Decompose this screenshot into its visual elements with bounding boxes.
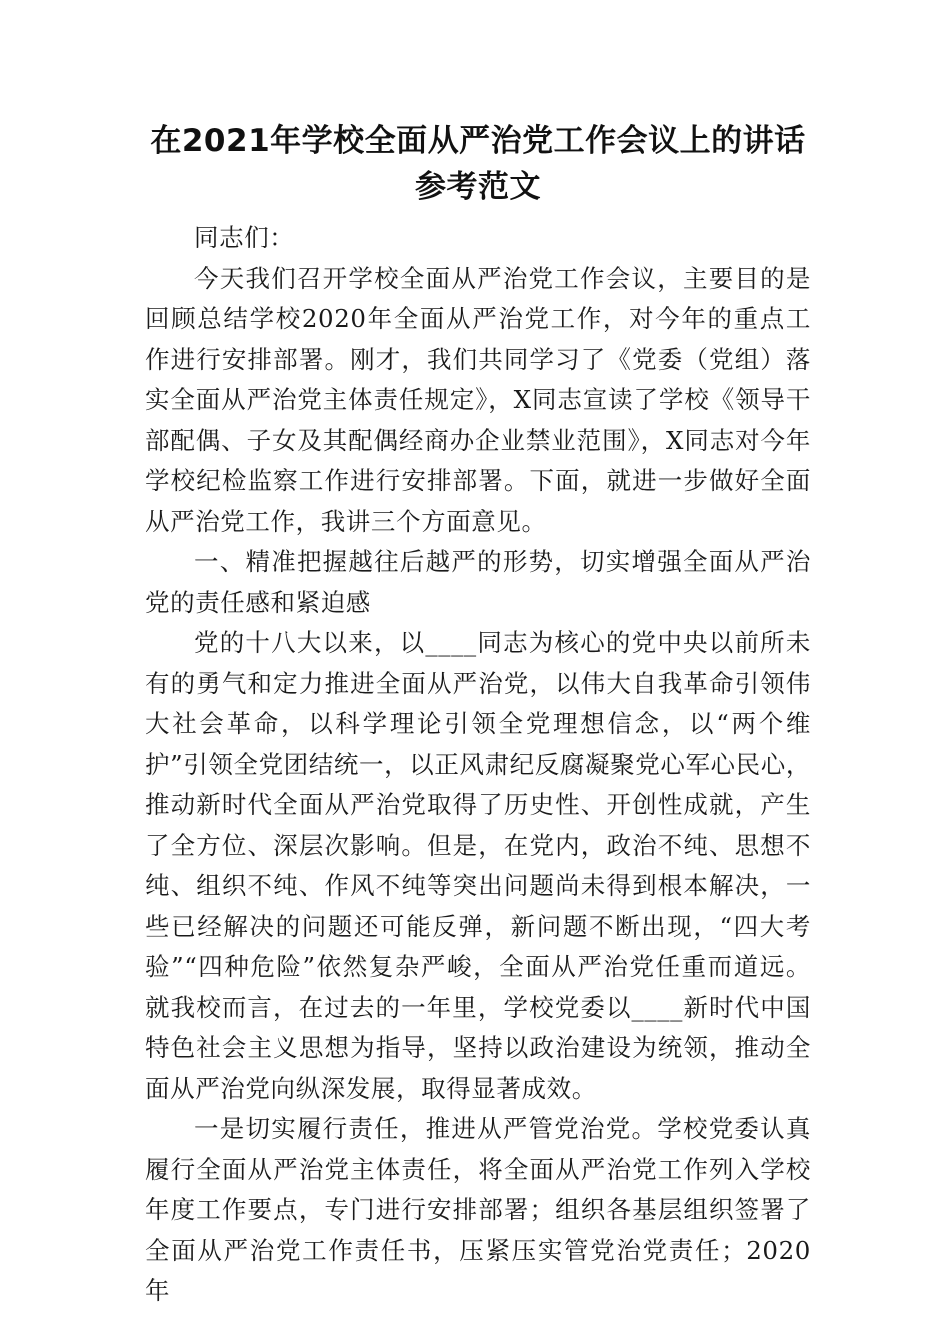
body-paragraph: 一是切实履行责任，推进从严管党治党。学校党委认真履行全面从严治党主体责任，将全面从严治党工作列入学校年度工作要点，专门进行安排部署；组织各基层组织签署了全面从严治党工作责任书，压紧压实管党治党责任；2020年	[145, 1114, 811, 1305]
section-heading: 一、精准把握越往后越严的形势，切实增强全面从严治党的责任感和紧迫感	[145, 547, 811, 617]
document-page	[145, 118, 811, 1312]
opening-paragraph: 今天我们召开学校全面从严治党工作会议，主要目的是回顾总结学校2020年全面从严治党工作，对今年的重点工作进行安排部署。刚才，我们共同学习了《党委（党组）落实全面从严治党主体责任规定》，X同志宣读了学校《领导干部配偶、子女及其配偶经商办企业禁业范围》，X同志对今年学校纪检监察工作进行安排部署。下面，就进一步做好全面从严治党工作，我讲三个方面意见。	[145, 263, 811, 536]
document-title: 在2021年学校全面从严治党工作会议上的讲话参考范文	[150, 123, 806, 205]
body-paragraph: 党的十八大以来，以____同志为核心的党中央以前所未有的勇气和定力推进全面从严治党，以伟大自我革命引领伟大社会革命，以科学理论引领全党理想信念，以“两个维护”引领全党团结统一，以正风肃纪反腐凝聚党心军心民心，推动新时代全面从严治党取得了历史性、开创性成就，产生了全方位、深层次影响。但是，在党内，政治不纯、思想不纯、组织不纯、作风不纯等突出问题尚未得到根本解决，一些已经解决的问题还可能反弹，新问题不断出现，“四大考验”“四种危险”依然复杂严峻，全面从严治党任重而道远。就我校而言，在过去的一年里，学校党委以____新时代中国特色社会主义思想为指导，坚持以政治建设为统领，推动全面从严治党向纵深发展，取得显著成效。	[145, 628, 811, 1103]
salutation: 同志们：	[194, 223, 295, 252]
